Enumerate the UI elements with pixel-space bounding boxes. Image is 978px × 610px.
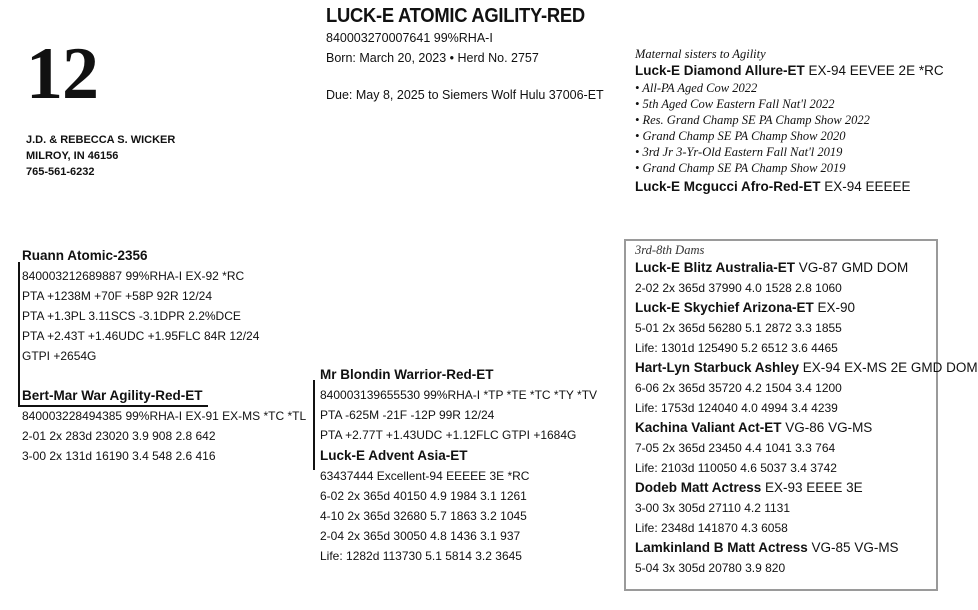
sister-name: [635, 178, 944, 196]
award-item: • Grand Champ SE PA Champ Show 2019: [635, 161, 846, 175]
dam-entry-record: Life: 2348d 141870 4.3 6058: [635, 521, 788, 535]
dam-entry-name-text: Luck-E Blitz Australia-ET: [635, 260, 796, 275]
sire-line: PTA +1.3PL 3.11SCS -3.1DPR 2.2%DCE: [22, 309, 241, 323]
owner-name: J.D. & REBECCA S. WICKER: [26, 134, 176, 146]
dam-entry-record: 7-05 2x 365d 23450 4.4 1041 3.3 764: [635, 441, 836, 455]
due-date: Due: May 8, 2025 to Siemers Wolf Hulu 37006-ET: [326, 88, 604, 102]
dam-entry-classification: EX-93 EEEE 3E: [761, 480, 863, 495]
owner-city: MILROY, IN 46156: [26, 150, 119, 162]
dam-entry-name-text: Kachina Valiant Act-ET: [635, 420, 782, 435]
dams-label: 3rd-8th Dams: [635, 243, 705, 257]
sire-block: [22, 246, 259, 366]
dam-entry-name: [635, 478, 978, 498]
dam-entry-record: 2-02 2x 365d 37990 4.0 1528 2.8 1060: [635, 281, 842, 295]
award-item: • 3rd Jr 3-Yr-Old Eastern Fall Nat'l 2019: [635, 145, 843, 159]
dam-entry-record: Life: 1753d 124040 4.0 4994 3.4 4239: [635, 401, 838, 415]
maternal-grandsire-name: Mr Blondin Warrior-Red-ET: [320, 367, 494, 382]
animal-name: LUCK-E ATOMIC AGILITY-RED: [326, 5, 585, 27]
sire-line: 840003212689887 99%RHA-I EX-92 *RC: [22, 269, 245, 283]
maternal-sisters-label: Maternal sisters to Agility: [635, 47, 766, 61]
pedigree-line: [18, 262, 20, 406]
dams-list: [635, 242, 978, 578]
maternal-granddam-line: Life: 1282d 113730 5.1 5814 3.2 3645: [320, 549, 522, 563]
sire-name: Ruann Atomic-2356: [22, 248, 148, 263]
maternal-grandsire-line: 840003139655530 99%RHA-I *TP *TE *TC *TY *TV: [320, 388, 598, 402]
sister-classification: EX-94 EEVEE 2E *RC: [804, 63, 944, 78]
lot-number: 12: [26, 33, 98, 115]
sister-classification: EX-94 EEEEE: [820, 179, 911, 194]
dam-entry-record: 3-00 3x 305d 27110 4.2 1131: [635, 501, 791, 515]
pedigree-line: [313, 380, 315, 470]
award-item: • Grand Champ SE PA Champ Show 2020: [635, 129, 846, 143]
animal-born: Born: March 20, 2023 • Herd No. 2757: [326, 51, 539, 65]
dam-entry-record: Life: 1301d 125490 5.2 6512 3.6 4465: [635, 341, 838, 355]
dam-block: [22, 386, 306, 466]
owner-info: [26, 132, 175, 180]
dam-entry-classification: VG-86 VG-MS: [781, 420, 873, 435]
owner-phone: 765-561-6232: [26, 166, 95, 178]
dam-entry-name: [635, 258, 978, 278]
award-item: • 5th Aged Cow Eastern Fall Nat'l 2022: [635, 97, 835, 111]
maternal-granddam-line: 4-10 2x 365d 32680 5.7 1863 3.2 1045: [320, 509, 527, 523]
dam-line: 3-00 2x 131d 16190 3.4 548 2.6 416: [22, 449, 216, 463]
dam-entry-name: [635, 298, 978, 318]
dam-entry-record: 6-06 2x 365d 35720 4.2 1504 3.4 1200: [635, 381, 842, 395]
award-item: • Res. Grand Champ SE PA Champ Show 2022: [635, 113, 870, 127]
dam-entry-name-text: Lamkinland B Matt Actress: [635, 540, 808, 555]
sire-line: PTA +2.43T +1.46UDC +1.95FLC 84R 12/24: [22, 329, 260, 343]
animal-header: [326, 4, 607, 68]
animal-registration: 840003270007641 99%RHA-I: [326, 31, 493, 45]
dam-line: 2-01 2x 283d 23020 3.9 908 2.8 642: [22, 429, 216, 443]
dam-name: Bert-Mar War Agility-Red-ET: [22, 388, 203, 403]
sire-line: PTA +1238M +70F +58P 92R 12/24: [22, 289, 213, 303]
dam-entry-classification: VG-87 GMD DOM: [795, 260, 909, 275]
dam-entry-name: [635, 358, 978, 378]
dam-entry-name-text: Hart-Lyn Starbuck Ashley: [635, 360, 800, 375]
dam-entry-classification: EX-90: [813, 300, 856, 315]
dam-entry-classification: EX-94 EX-MS 2E GMD DOM: [799, 360, 978, 375]
dam-entry-name-text: Dodeb Matt Actress: [635, 480, 762, 495]
maternal-sisters: [635, 46, 944, 196]
dam-entry-name: [635, 538, 978, 558]
sister-name-text: Luck-E Mcgucci Afro-Red-ET: [635, 179, 821, 194]
sire-line: GTPI +2654G: [22, 349, 97, 363]
sister-name: [635, 62, 944, 80]
dam-entry-name-text: Luck-E Skychief Arizona-ET: [635, 300, 814, 315]
maternal-granddam-line: 6-02 2x 365d 40150 4.9 1984 3.1 1261: [320, 489, 527, 503]
dam-entry-record: 5-04 3x 305d 20780 3.9 820: [635, 561, 786, 575]
dam-entry-record: Life: 2103d 110050 4.6 5037 3.4 3742: [635, 461, 837, 475]
maternal-granddam-line: 2-04 2x 365d 30050 4.8 1436 3.1 937: [320, 529, 521, 543]
dam-entry-name: [635, 418, 978, 438]
maternal-granddam-name: Luck-E Advent Asia-ET: [320, 448, 468, 463]
maternal-grandsire-block: [320, 365, 597, 445]
sister-name-text: Luck-E Diamond Allure-ET: [635, 63, 805, 78]
maternal-grandsire-line: PTA -625M -21F -12P 99R 12/24: [320, 408, 495, 422]
dam-line: 840003228494385 99%RHA-I EX-91 EX-MS *TC *TL: [22, 409, 307, 423]
maternal-granddam-line: 63437444 Excellent-94 EEEEE 3E *RC: [320, 469, 530, 483]
maternal-granddam-block: [320, 446, 529, 566]
dam-entry-record: 5-01 2x 365d 56280 5.1 2872 3.3 1855: [635, 321, 842, 335]
maternal-grandsire-line: PTA +2.77T +1.43UDC +1.12FLC GTPI +1684G: [320, 428, 577, 442]
dam-entry-classification: VG-85 VG-MS: [807, 540, 899, 555]
award-item: • All-PA Aged Cow 2022: [635, 81, 758, 95]
